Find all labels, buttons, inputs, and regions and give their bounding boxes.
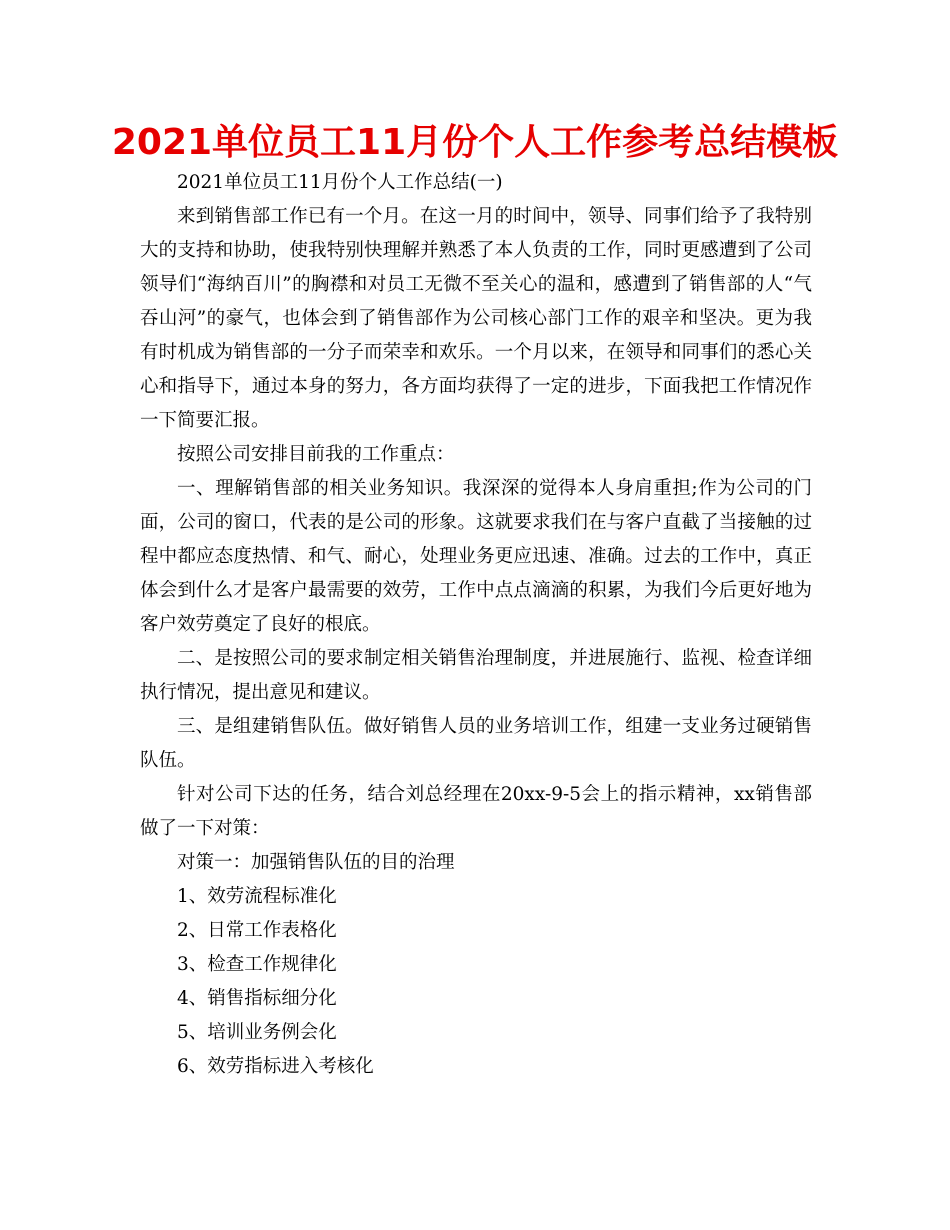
- list-item: 1、效劳流程标准化: [177, 886, 337, 907]
- paragraph: 三、是组建销售队伍。做好销售人员的业务培训工作，组建一支业务过硬销售队伍。: [140, 716, 812, 771]
- paragraph: 按照公司安排目前我的工作重点：: [177, 444, 455, 465]
- list-item: 4、销售指标细分化: [177, 988, 337, 1009]
- paragraph: 针对公司下达的任务，结合刘总经理在20xx-9-5会上的指示精神，xx销售部做了一下对策：: [140, 784, 812, 839]
- document-body: [140, 166, 812, 1084]
- paragraph: 二、是按照公司的要求制定相关销售治理制度，并进展施行、监视、检查详细执行情况，提出意见和建议。: [140, 648, 812, 703]
- document-title: 2021单位员工11月份个人工作参考总结模板: [111, 122, 839, 163]
- paragraph: 来到销售部工作已有一个月。在这一月的时间中，领导、同事们给予了我特别大的支持和协助，使我特别快理解并熟悉了本人负责的工作，同时更感遭到了公司领导们“海纳百川”的胸襟和对员工无微不至关心的温和，感遭到了销售部的人“气吞山河”的豪气，也体会到了销售部作为公司核心部门工作的艰辛和坚决。更为我有时机成为销售部的一分子而荣幸和欢乐。一个月以来，在领导和同事们的悉心关心和指导下，通过本身的努力，各方面均获得了一定的进步，下面我把工作情况作一下简要汇报。: [140, 206, 812, 431]
- list-item: 6、效劳指标进入考核化: [177, 1056, 374, 1077]
- list-item: 2、日常工作表格化: [177, 920, 337, 941]
- list-item: 5、培训业务例会化: [177, 1022, 337, 1043]
- paragraph: 一、理解销售部的相关业务知识。我深深的觉得本人身肩重担;作为公司的门面，公司的窗口，代表的是公司的形象。这就要求我们在与客户直截了当接触的过程中都应态度热情、和气、耐心，处理业务更应迅速、准确。过去的工作中，真正体会到什么才是客户最需要的效劳，工作中点点滴滴的积累，为我们今后更好地为客户效劳奠定了良好的根底。: [140, 478, 812, 635]
- document-subtitle: 2021单位员工11月份个人工作总结(一): [177, 172, 503, 193]
- list-item: 3、检查工作规律化: [177, 954, 337, 975]
- section-heading: 对策一：加强销售队伍的目的治理: [177, 852, 455, 873]
